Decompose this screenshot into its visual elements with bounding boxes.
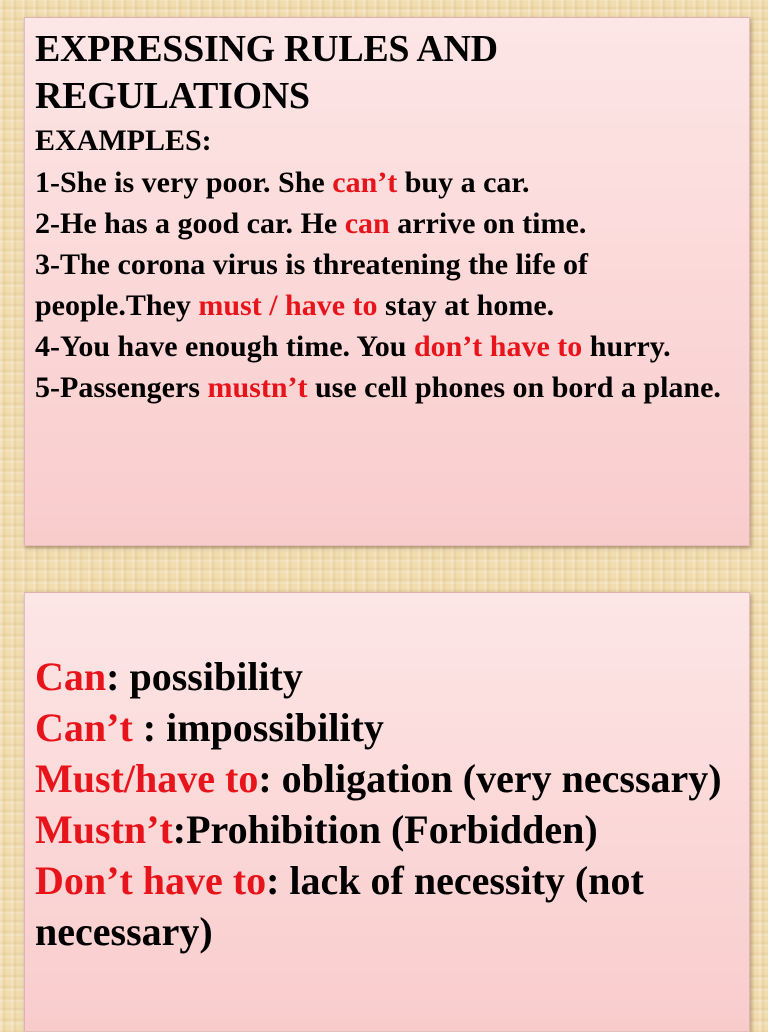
example-text: arrive on time. bbox=[389, 207, 587, 240]
example-text: 1-She is very poor. She bbox=[35, 166, 333, 199]
definition-meaning: :Prohibition (Forbidden) bbox=[172, 807, 598, 852]
definition-can bbox=[35, 651, 739, 702]
definitions-list bbox=[35, 651, 739, 957]
example-modal: must / have to bbox=[198, 289, 378, 322]
title-line-1: EXPRESSING RULES AND bbox=[35, 28, 498, 70]
definition-meaning: : obligation (very necssary) bbox=[258, 756, 722, 801]
examples-heading: EXAMPLES: bbox=[35, 124, 212, 157]
definition-meaning: : impossibility bbox=[132, 705, 384, 750]
example-modal: can’t bbox=[332, 166, 398, 199]
definition-dont-have-to bbox=[35, 855, 739, 957]
example-text: hurry. bbox=[582, 330, 671, 363]
example-text: buy a car. bbox=[397, 166, 530, 199]
examples-list bbox=[35, 162, 739, 408]
example-text: 5-Passengers bbox=[35, 371, 208, 404]
definition-term: Don’t have to bbox=[35, 858, 267, 903]
definition-term: Can bbox=[35, 654, 107, 699]
definition-cant bbox=[35, 702, 739, 753]
definition-must-have-to bbox=[35, 753, 739, 804]
example-text: stay at home. bbox=[377, 289, 555, 322]
example-item-3 bbox=[35, 244, 739, 326]
example-modal: mustn’t bbox=[207, 371, 308, 404]
example-text: 3-The corona virus is threatening the life of people.They bbox=[35, 248, 589, 322]
definition-term: Must/have to bbox=[35, 756, 259, 801]
title-line-2: REGULATIONS bbox=[35, 75, 310, 117]
definition-meaning: : possibility bbox=[106, 654, 303, 699]
definition-meaning: : lack of necessity (not necessary) bbox=[35, 858, 644, 954]
examples-card bbox=[24, 17, 750, 546]
example-item-1 bbox=[35, 162, 739, 203]
example-text: use cell phones on bord a plane. bbox=[307, 371, 721, 404]
page-title bbox=[35, 26, 739, 120]
example-text: 4-You have enough time. You bbox=[35, 330, 414, 363]
example-item-4 bbox=[35, 326, 739, 367]
example-text: 2-He has a good car. He bbox=[35, 207, 345, 240]
example-modal: can bbox=[344, 207, 390, 240]
definition-term: Can’t bbox=[35, 705, 133, 750]
example-item-2 bbox=[35, 203, 739, 244]
example-modal: don’t have to bbox=[413, 330, 583, 363]
example-item-5 bbox=[35, 367, 739, 408]
definition-mustnt bbox=[35, 804, 739, 855]
definition-term: Mustn’t bbox=[35, 807, 173, 852]
definitions-card bbox=[24, 592, 750, 1032]
